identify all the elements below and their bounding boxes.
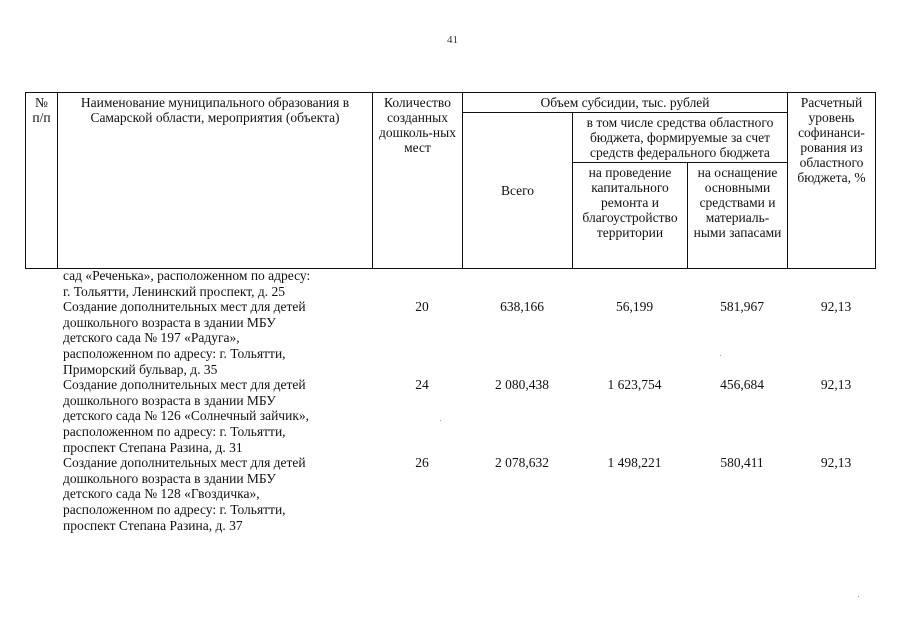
- row-total: 2 080,438: [495, 377, 549, 393]
- row-equip: 581,967: [720, 299, 764, 315]
- row-rate: 92,13: [820, 299, 852, 315]
- header-rate: Расчетный уровень софинанси-рования из областного бюджета, %: [788, 93, 876, 269]
- row-name: сад «Реченька», расположенном по адресу: г. Тольятти, Ленинский проспект, д. 25: [63, 268, 311, 299]
- table-row: [25, 299, 880, 377]
- header-subsidy: Объем субсидии, тыс. рублей: [463, 93, 788, 113]
- row-total: 2 078,632: [495, 455, 549, 471]
- row-rate: 92,13: [820, 455, 852, 471]
- scan-speck: [720, 355, 721, 356]
- header-equip: на оснащение основными средствами и материаль-ными запасами: [688, 163, 788, 269]
- row-places: 20: [415, 299, 429, 315]
- row-equip: 456,684: [720, 377, 764, 393]
- header-no: № п/п: [26, 93, 58, 269]
- page-number: 41: [447, 34, 458, 46]
- table-row: [25, 455, 880, 533]
- row-equip: 580,411: [720, 455, 764, 471]
- row-name: Создание дополнительных мест для детей дошкольного возраста в здании МБУ детского сада № 126 «Солнечный зайчик», расположенном по адресу: г. Тольятти, проспект Степана Разина, д. 31: [63, 377, 310, 455]
- scan-speck: [858, 596, 859, 597]
- scan-speck: [440, 420, 441, 421]
- row-total: 638,166: [500, 299, 544, 315]
- row-name: Создание дополнительных мест для детей дошкольного возраста в здании МБУ детского сада № 128 «Гвоздичка», расположенном по адресу: г. Тольятти, проспект Степана Разина, д. 37: [63, 455, 306, 533]
- row-repair: 1 623,754: [607, 377, 662, 393]
- header-incl-fed: в том числе средства областного бюджета, формируемые за счет средств федерального бюджета: [573, 113, 788, 163]
- row-places: 26: [415, 455, 429, 471]
- row-repair: 1 498,221: [607, 455, 662, 471]
- table-row: [25, 268, 880, 299]
- table-body: [25, 268, 880, 533]
- header-name: Наименование муниципального образования в Самарской области, мероприятия (объекта): [58, 93, 373, 269]
- table-row: [25, 377, 880, 455]
- header-total: Всего: [463, 113, 573, 269]
- row-places: 24: [415, 377, 429, 393]
- row-rate: 92,13: [820, 377, 852, 393]
- header-repair: на проведение капитального ремонта и благоустройство территории: [573, 163, 688, 269]
- header-places: Количество созданных дошколь-ных мест: [373, 93, 463, 269]
- row-name: Создание дополнительных мест для детей дошкольного возраста в здании МБУ детского сада № 197 «Радуга», расположенном по адресу: г. Тольятти, Приморский бульвар, д. 35: [63, 299, 306, 377]
- row-repair: 56,199: [615, 299, 654, 315]
- table-header: [25, 92, 876, 269]
